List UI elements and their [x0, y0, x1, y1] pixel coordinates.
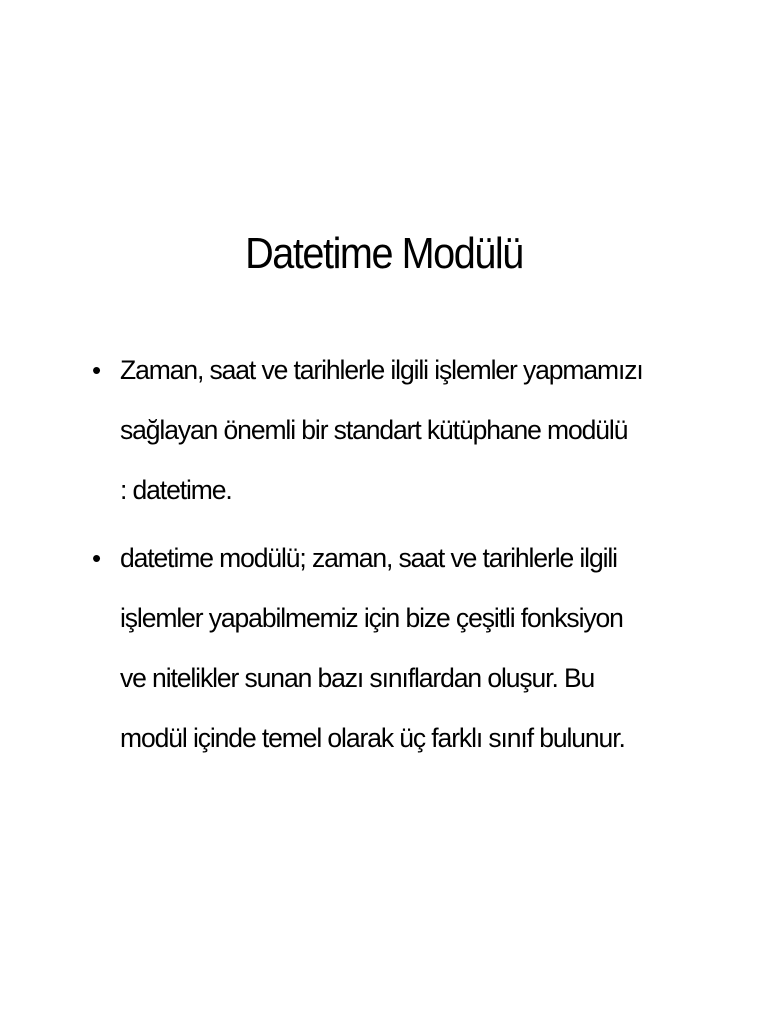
- bullet-line: datetime modülü; zaman, saat ve tarihlerle ilgili: [120, 543, 617, 573]
- slide-title: Datetime Modülü: [245, 229, 523, 278]
- bullet-item: [92, 340, 692, 520]
- bullet-list: [92, 340, 692, 776]
- bullet-line: : datetime.: [120, 475, 232, 505]
- bullet-dot-icon: •: [92, 355, 101, 385]
- bullet-line: ve nitelikler sunan bazı sınıflardan oluşur. Bu: [120, 663, 595, 693]
- bullet-item: [92, 528, 692, 768]
- bullet-line: sağlayan önemli bir standart kütüphane modülü: [120, 415, 628, 445]
- bullet-line: işlemler yapabilmemiz için bize çeşitli fonksiyon: [120, 603, 623, 633]
- bullet-line: Zaman, saat ve tarihlerle ilgili işlemler yapmamızı: [120, 355, 643, 385]
- bullet-line: modül içinde temel olarak üç farklı sınıf bulunur.: [120, 723, 625, 753]
- bullet-dot-icon: •: [92, 543, 101, 573]
